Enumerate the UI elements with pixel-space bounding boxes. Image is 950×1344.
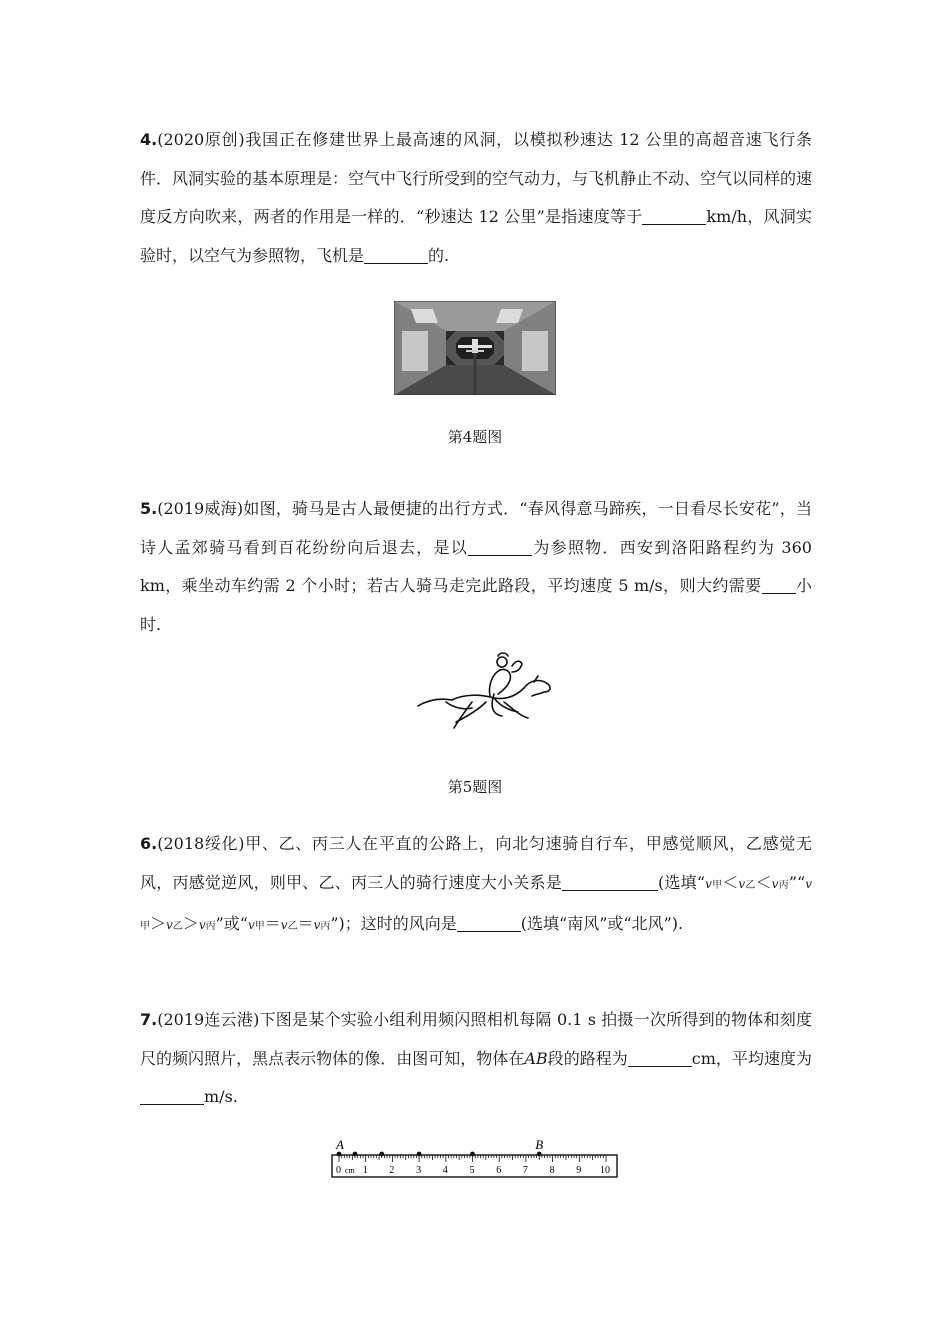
figure-caption: 第5题图	[447, 778, 503, 796]
velocity-symbol: v	[738, 876, 746, 891]
answer-blank[interactable]	[457, 915, 521, 932]
answer-blank[interactable]	[468, 539, 532, 556]
strobe-dot	[417, 1152, 422, 1157]
question-4	[140, 121, 812, 275]
question-text: km/h，风洞实验时，以空气为参照物，飞机是	[140, 207, 812, 265]
ruler-unit-label: cm	[345, 1166, 355, 1175]
equals-sign: ＝	[264, 914, 281, 933]
question-text: 甲、乙、丙三人在平直的公路上，向北匀速骑自行车，甲感觉顺风，乙感觉无风，丙感觉逆风，则甲、乙、丙三人的骑行速度大小关系是	[140, 834, 812, 892]
horse-rider-illustration	[416, 650, 556, 732]
velocity-symbol: v	[247, 918, 255, 932]
question-text: cm，平均速度为	[691, 1048, 812, 1068]
velocity-symbol: v	[166, 918, 173, 932]
strobe-dot	[379, 1152, 384, 1157]
less-than-sign: ＜	[722, 872, 739, 892]
ruler-tick-label: 8	[549, 1165, 555, 1176]
subscript: 甲	[254, 921, 265, 932]
strobe-dot	[353, 1152, 358, 1157]
velocity-symbol: v	[705, 876, 712, 891]
question-text: 的.	[428, 245, 450, 265]
less-than-sign: ＜	[755, 872, 772, 892]
subscript: 甲	[140, 921, 150, 932]
answer-blank[interactable]	[364, 247, 428, 264]
subscript: 乙	[172, 921, 183, 932]
question-text: m/s.	[204, 1087, 238, 1106]
question-number: 5.	[140, 499, 158, 518]
ruler-body	[332, 1155, 617, 1177]
ruler-tick-label: 1	[362, 1165, 368, 1176]
greater-than-sign: ＞	[182, 914, 199, 933]
question-text: 小时.	[140, 576, 812, 634]
ruler-figure	[330, 1134, 620, 1180]
ruler-tick-label: 6	[496, 1165, 502, 1176]
quote-mark: “	[797, 872, 806, 892]
question-text: 为参照物．西安到洛阳路程约为 360 km，乘坐动车约需 2 个小时；若古人骑马走完此路段，平均速度 5 m/s，则大约需要	[140, 537, 812, 595]
question-source: (2019威海)	[157, 499, 244, 518]
question-text: 如图，骑马是古人最便捷的出行方式．“春风得意马蹄疾，一日看尽长安花”，当诗人孟郊骑马看到百花纷纷向后退去，是以	[140, 499, 812, 557]
answer-blank[interactable]	[762, 577, 796, 594]
option-text: (选填“	[657, 872, 706, 892]
question-5	[140, 490, 812, 644]
subscript: 甲	[711, 879, 723, 891]
subscript: 丙	[205, 921, 216, 932]
velocity-symbol: v	[280, 918, 288, 932]
question-text: 段的路程为	[547, 1048, 628, 1068]
answer-blank[interactable]	[628, 1050, 692, 1067]
subscript: 丙	[320, 921, 331, 932]
option-text: (选填“南风”或“北风”).	[520, 914, 684, 933]
strobe-dot	[337, 1152, 342, 1157]
point-b-label: B	[535, 1137, 544, 1152]
answer-blank[interactable]	[140, 1088, 204, 1105]
equals-sign: ＝	[297, 914, 314, 933]
subscript: 乙	[745, 879, 756, 891]
subscript: 丙	[778, 879, 789, 891]
question-number: 6.	[140, 834, 158, 853]
subscript: 乙	[287, 921, 298, 932]
question-source: (2020原创)	[157, 130, 245, 149]
point-a-label: A	[336, 1137, 344, 1152]
velocity-symbol: v	[805, 876, 813, 891]
ruler-tick-label: 9	[576, 1165, 582, 1176]
question-7	[140, 1001, 812, 1117]
strobe-dot	[537, 1152, 542, 1157]
ruler-tick-label: 3	[416, 1165, 422, 1176]
velocity-symbol: v	[771, 876, 779, 891]
ruler-tick-label: 0	[336, 1165, 341, 1176]
ruler-tick-label: 2	[389, 1165, 395, 1176]
ruler-tick-label: 4	[442, 1165, 448, 1176]
answer-blank[interactable]	[642, 208, 706, 225]
question-number: 7.	[140, 1010, 158, 1029]
velocity-symbol: v	[198, 918, 206, 932]
figure-caption: 第4题图	[447, 428, 503, 446]
greater-than-sign: ＞	[150, 914, 167, 933]
answer-blank[interactable]	[562, 874, 658, 891]
question-source: (2019连云港)	[157, 1010, 260, 1029]
strobe-dot	[470, 1152, 475, 1157]
conjunction-text: 或	[223, 914, 240, 933]
question-text: ”)；这时的风向是	[330, 914, 457, 933]
question-text: 下图是某个实验小组利用频闪照相机每隔 0.1 s 拍摄一次所得到的物体和刻度尺的频闪照片，黑点表示物体的像．由图可知，物体在	[140, 1010, 812, 1068]
quote-mark: ”	[788, 872, 798, 892]
ruler-tick-label: 7	[522, 1165, 528, 1176]
ruler-tick-label: 5	[469, 1165, 475, 1176]
question-number: 4.	[140, 130, 158, 149]
quote-mark: ”	[215, 914, 224, 933]
ruler-tick-label: 10	[600, 1165, 610, 1176]
question-source: (2018绥化)	[157, 834, 245, 853]
question-text: 我国正在修建世界上最高速的风洞，以模拟秒速达 12 公里的高超音速飞行条件．风洞实验的基本原理是：空气中飞行所受到的空气动力，与飞机静止不动、空气以同样的速度反方向吹来，两者的作用是一样的．“秒速达 12 公里”是指速度等于	[140, 130, 813, 226]
quote-mark: “	[239, 914, 248, 933]
velocity-symbol: v	[313, 918, 321, 932]
segment-label: AB	[524, 1048, 548, 1068]
wind-tunnel-photo	[394, 301, 556, 395]
question-6	[140, 825, 812, 947]
